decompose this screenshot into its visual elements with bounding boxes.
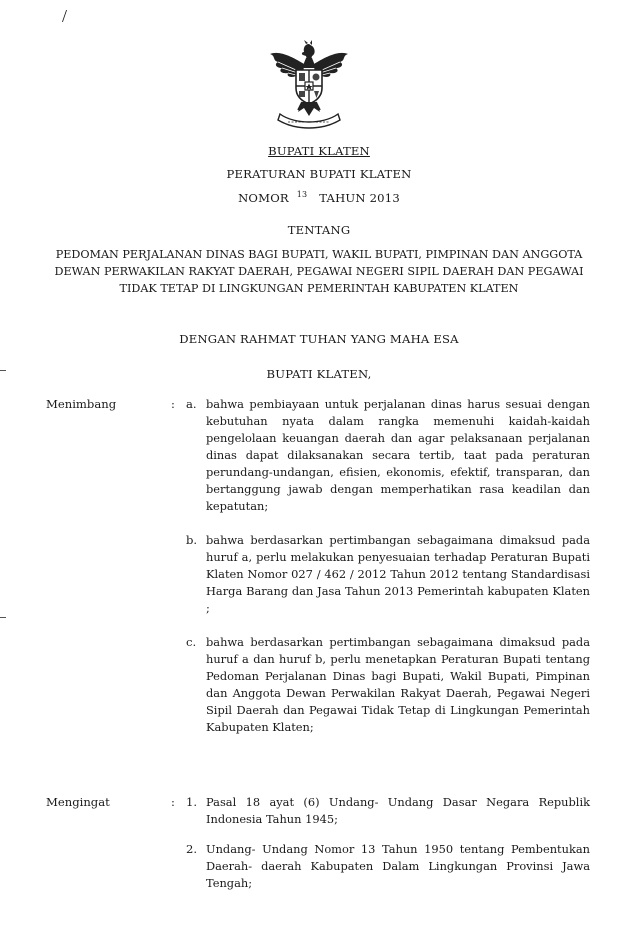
menimbang-c-text: bahwa berdasarkan pertimbangan sebagaimana dimaksud pada huruf a dan huruf b, perlu menetapkan Peraturan Bupati tentang Pedoman Perjalanan Dinas bagi Bupati, Wakil Bupati, Pimpinan dan Anggota Dewan Perwakilan Rakyat Daerah, Pegawai Negeri Sipil Daerah dan Pegawai Tidak Tetap di Lingkungan Pemerintah Kabupaten Klaten; — [206, 635, 590, 734]
tentang-heading: TENTANG — [287, 223, 351, 237]
menimbang-a-text: bahwa pembiayaan untuk perjalanan dinas harus sesuai dengan kebutuhan nyata dalam rangka memenuhi kaidah-kaidah pengelolaan keuangan daerah dan agar pelaksanaan perjalanan dinas dapat dilaksanakan secara tertib, taat pada peraturan perundang-undangan, efisien, ekonomis, efektif, transparan, dan bertanggung jawab dengan memperhatikan rasa keadilan dan kepatutan; — [206, 397, 590, 513]
mengingat-2-text: Undang- Undang Nomor 13 Tahun 1950 tentang Pembentukan Daerah- daerah Kabupaten Dalam Lingkungan Provinsi Jawa Tengah; — [206, 842, 590, 890]
menimbang-a-marker: a. — [186, 397, 197, 411]
bupati-line: BUPATI KLATEN, — [266, 367, 372, 381]
menimbang-b-text: bahwa berdasarkan pertimbangan sebagaimana dimaksud pada huruf a, perlu melakukan penyesuaian terhadap Peraturan Bupati Klaten Nomor 027 / 462 / 2012 Tahun 2012 tentang Standardisasi Harga Barang dan Jasa Tahun 2013 Pemerintah kabupaten Klaten ; — [206, 533, 590, 615]
mengingat-label: Mengingat — [46, 795, 110, 809]
rahmat-line: DENGAN RAHMAT TUHAN YANG MAHA ESA — [179, 332, 459, 346]
scan-edge-mark — [0, 370, 6, 371]
tahun-label: TAHUN 2013 — [319, 190, 400, 205]
corner-mark: / — [62, 6, 68, 26]
menimbang-b-marker: b. — [186, 533, 198, 547]
scan-edge-mark — [0, 617, 6, 618]
nomor-label: NOMOR — [238, 190, 289, 205]
menimbang-c-marker: c. — [186, 635, 197, 649]
regulation-subject: PEDOMAN PERJALANAN DINAS BAGI BUPATI, WAKIL BUPATI, PIMPINAN DAN ANGGOTA DEWAN PERWAKILAN RAKYAT DAERAH, PEGAWAI NEGERI SIPIL DAERAH DAN PEGAWAI TIDAK TETAP DI LINGKUNGAN PEMERINTAH KABUPATEN KLATEN — [54, 248, 584, 295]
nomor-value: 13 — [296, 190, 308, 199]
menimbang-label: Menimbang — [46, 397, 117, 411]
regulation-number — [0, 190, 638, 205]
mengingat-1-text: Pasal 18 ayat (6) Undang- Undang Dasar Negara Republik Indonesia Tahun 1945; — [206, 795, 590, 826]
regent-title: BUPATI KLATEN — [268, 144, 370, 158]
mengingat-colon: : — [171, 795, 175, 809]
mengingat-1-marker: 1. — [186, 795, 198, 809]
garuda-emblem-icon — [266, 40, 352, 130]
menimbang-colon: : — [171, 397, 175, 411]
regulation-heading: PERATURAN BUPATI KLATEN — [226, 167, 412, 181]
mengingat-2-marker: 2. — [186, 842, 198, 856]
